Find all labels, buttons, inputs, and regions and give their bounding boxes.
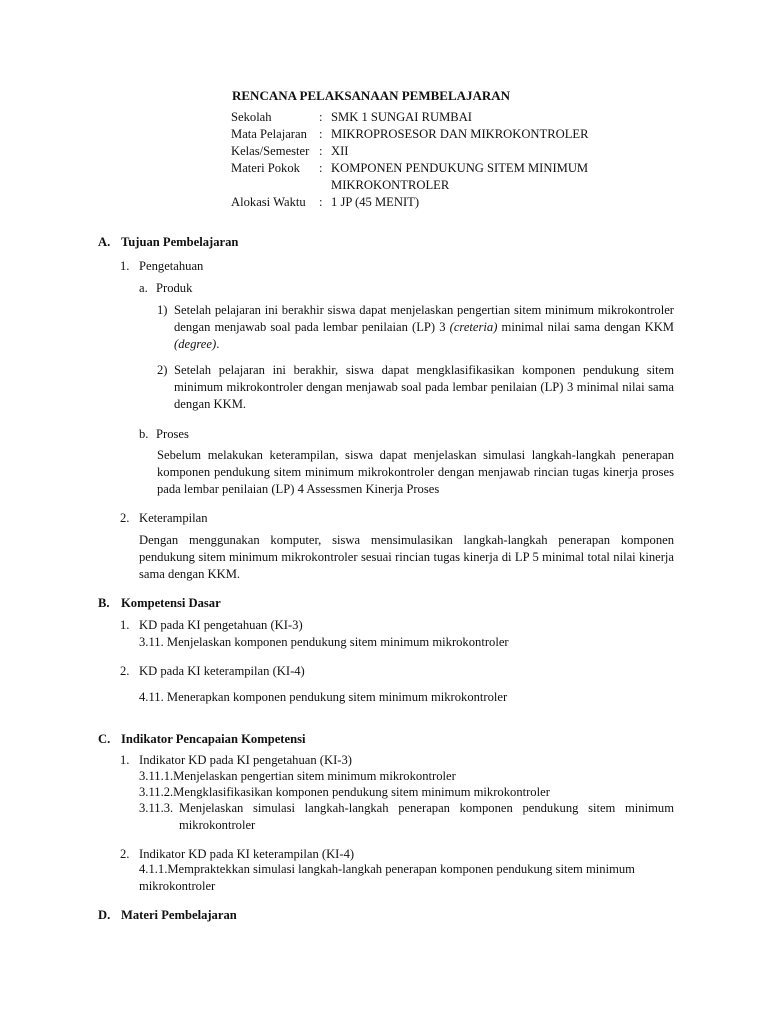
- section-b-item1-num: 1.: [120, 618, 130, 632]
- info-value: 1 JP (45 MENIT): [331, 195, 420, 209]
- keterampilan-paragraph: Dengan menggunakan komputer, siswa mensimulasikan langkah-langkah penerapan komponen pendukung sitem minimum mikrokontroler sesuai rincian tugas kinerja di LP 5 minimal total nilai kinerja sama dengan KKM.: [139, 533, 674, 581]
- info-colon: :: [319, 144, 323, 158]
- info-table: [231, 109, 671, 211]
- info-row-materi-pokok: [231, 160, 671, 194]
- info-colon: :: [319, 127, 323, 141]
- info-key: Mata Pelajaran: [231, 127, 307, 141]
- section-c-title: Indikator Pencapaian Kompetensi: [121, 732, 306, 746]
- indikator-text-inner: Menjelaskan simulasi langkah-langkah penerapan komponen pendukung sitem minimum mikrokontroler: [179, 801, 674, 832]
- indikator-3-11-1: [139, 768, 456, 785]
- section-b-item1-label: KD pada KI pengetahuan (KI-3): [139, 618, 303, 632]
- info-value: SMK 1 SUNGAI RUMBAI: [331, 110, 472, 124]
- info-colon: :: [319, 161, 323, 175]
- indikator-text-wrap: [179, 800, 674, 834]
- kd-4-11: 4.11. Menerapkan komponen pendukung sitem minimum mikrokontroler: [139, 690, 508, 704]
- section-a-item1-label: Pengetahuan: [139, 259, 204, 273]
- indikator-3-11-3: [139, 800, 674, 834]
- indikator-row: [139, 800, 674, 834]
- paragraph-2: Setelah pelajaran ini berakhir, siswa dapat mengklasifikasikan komponen pendukung sitem minimum mikrokontroler dengan menjawab soal pada lembar penilaian (LP) 3 minimal nilai sama dengan KKM.: [174, 363, 674, 411]
- info-row-kelas-semester: [231, 143, 671, 160]
- indikator-text: Mengklasifikasikan komponen pendukung sitem minimum mikrokontroler: [173, 785, 550, 799]
- document-title: RENCANA PELAKSANAAN PEMBELAJARAN: [232, 88, 511, 103]
- info-key: Sekolah: [231, 110, 272, 124]
- paragraph-1-em-degree: (degree): [174, 337, 217, 351]
- section-a-itemb-num: b.: [139, 427, 149, 441]
- section-a-itema-num: a.: [139, 281, 148, 295]
- paragraph-1-text: Setelah pelajaran ini berakhir siswa dapat menjelaskan pengertian sitem minimum mikrokontroler dengan menjawab soal pada lembar penilaian (LP) 3: [174, 303, 674, 334]
- indikator-num: 3.11.3.: [139, 801, 174, 815]
- section-a-itemb-label: Proses: [156, 427, 189, 441]
- indikator-text: Mempraktekkan simulasi langkah-langkah penerapan komponen pendukung sitem minimum mikrokontroler: [139, 862, 635, 893]
- info-key: Kelas/Semester: [231, 144, 310, 158]
- section-b-letter: B.: [98, 596, 110, 610]
- section-b-item2-label: KD pada KI keterampilan (KI-4): [139, 664, 305, 678]
- paragraph-1-num: 1): [157, 303, 168, 317]
- paragraph-2-num: 2): [157, 363, 168, 377]
- paragraph-1-text-mid: minimal nilai sama dengan KKM: [497, 320, 674, 334]
- indikator-num: 3.11.1.: [139, 769, 174, 783]
- kd-3-11: 3.11. Menjelaskan komponen pendukung sitem minimum mikrokontroler: [139, 635, 509, 649]
- section-c-item2-label: Indikator KD pada KI keterampilan (KI-4): [139, 847, 355, 861]
- indikator-text: [179, 800, 674, 834]
- section-a-item2-label: Keterampilan: [139, 511, 208, 525]
- section-d-title: Materi Pembelajaran: [121, 908, 237, 922]
- section-a-item1-num: 1.: [120, 259, 130, 273]
- section-c-item1-num: 1.: [120, 753, 130, 767]
- section-a-item2-num: 2.: [120, 511, 130, 525]
- info-colon: :: [319, 195, 323, 209]
- paragraph-1-text-end: .: [216, 337, 220, 351]
- indikator-4-1-1: [139, 861, 659, 895]
- paragraph-1: [174, 302, 674, 353]
- indikator-num: 4.1.1.: [139, 862, 168, 876]
- info-value: XII: [331, 144, 349, 158]
- section-d-letter: D.: [98, 908, 111, 922]
- info-colon: :: [319, 110, 323, 124]
- proses-paragraph: Sebelum melakukan keterampilan, siswa dapat menjelaskan simulasi langkah-langkah penerapan komponen pendukung sitem minimum mikrokontroler dengan menjawab rincian tugas kinerja proses pada lembar penilaian (LP) 4 Assessmen Kinerja Proses: [157, 448, 674, 496]
- section-b-item2-num: 2.: [120, 664, 130, 678]
- section-c-item1-label: Indikator KD pada KI pengetahuan (KI-3): [139, 753, 352, 767]
- indikator-3-11-2: [139, 784, 550, 801]
- indikator-text: Menjelaskan pengertian sitem minimum mikrokontroler: [173, 769, 456, 783]
- paragraph-1-em-creteria: (creteria): [449, 320, 498, 334]
- section-a-title: Tujuan Pembelajaran: [121, 235, 239, 249]
- section-c-letter: C.: [98, 732, 111, 746]
- info-row-mata-pelajaran: [231, 126, 671, 143]
- section-c-item2-num: 2.: [120, 847, 130, 861]
- info-value: MIKROPROSESOR DAN MIKROKONTROLER: [331, 127, 589, 141]
- section-a-letter: A.: [98, 235, 111, 249]
- info-row-alokasi-waktu: [231, 194, 671, 211]
- section-b-title: Kompetensi Dasar: [121, 596, 221, 610]
- indikator-num: 3.11.2.: [139, 785, 174, 799]
- info-key: Alokasi Waktu: [231, 195, 306, 209]
- section-a-itema-label: Produk: [156, 281, 193, 295]
- info-row-sekolah: [231, 109, 671, 126]
- info-key: Materi Pokok: [231, 161, 300, 175]
- info-value: KOMPONEN PENDUKUNG SITEM MINIMUM MIKROKONTROLER: [331, 161, 589, 192]
